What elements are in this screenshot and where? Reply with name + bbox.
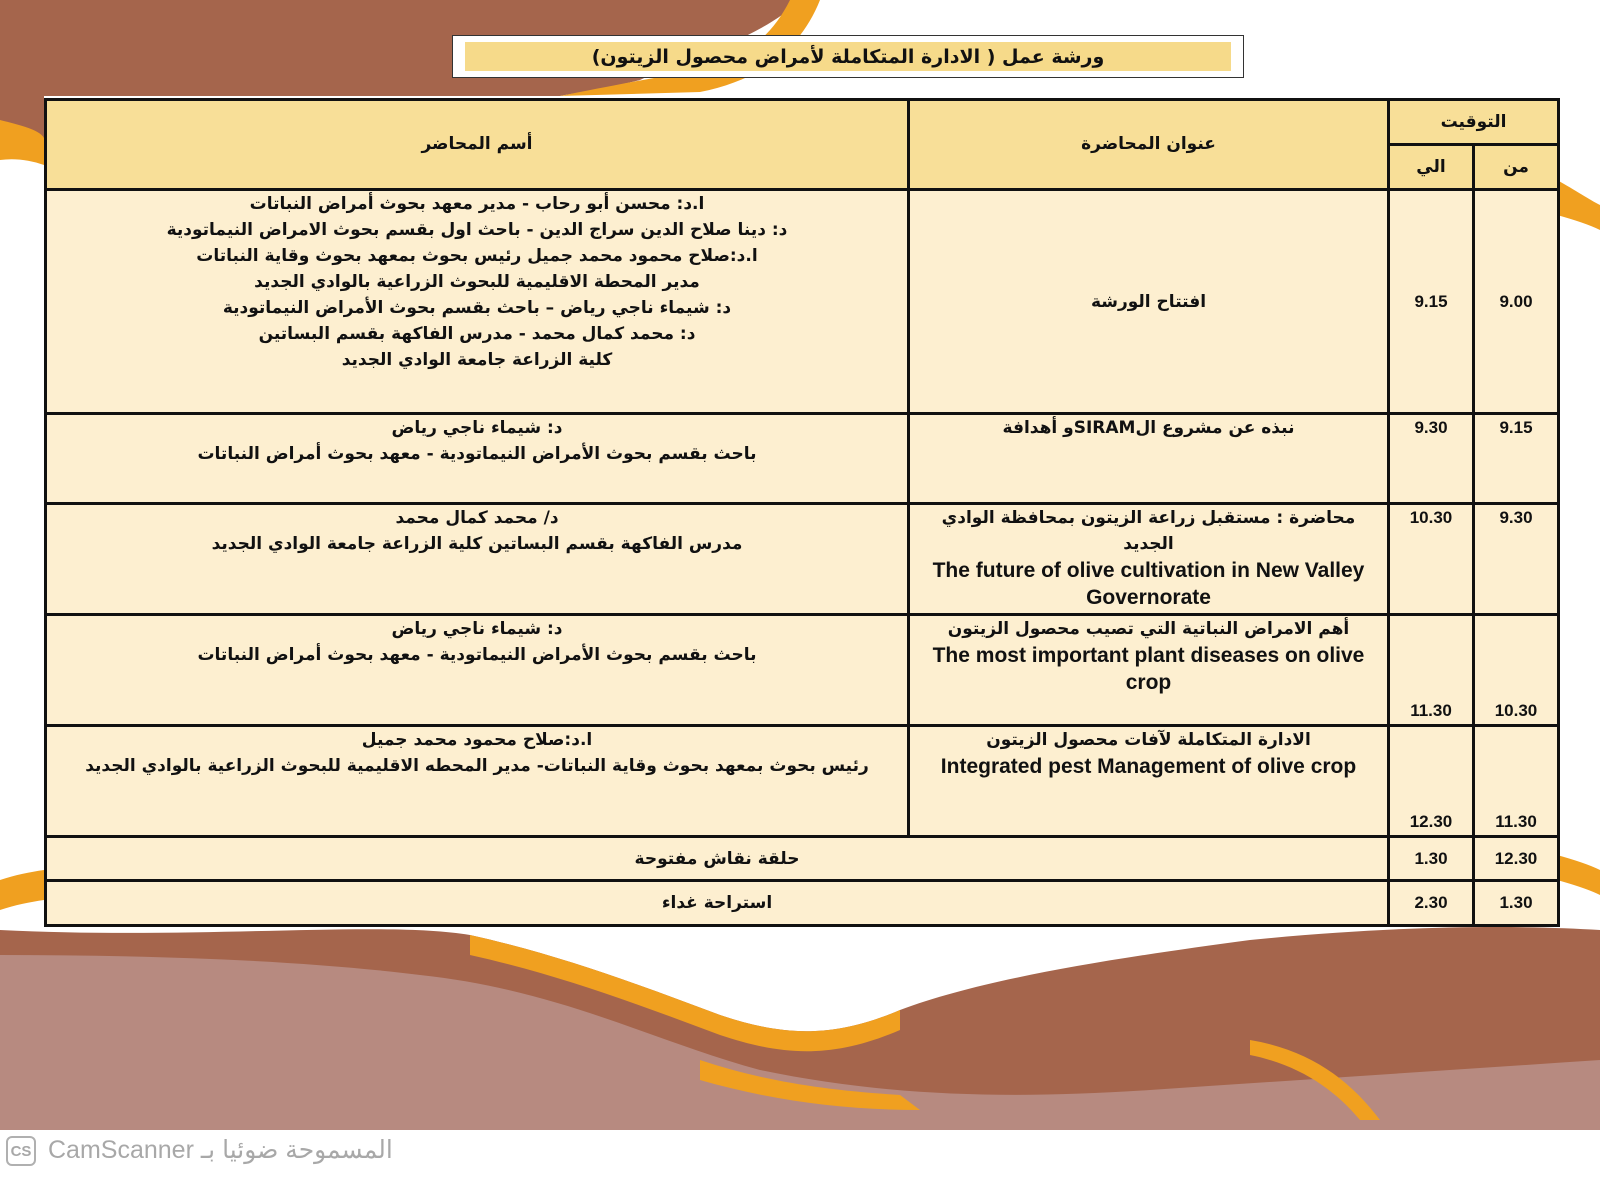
time-to: 11.30 (1389, 614, 1474, 725)
topic-ar: أهم الامراض النباتية التي تصيب محصول الزيتون (947, 618, 1350, 639)
speaker-cell (46, 414, 909, 504)
time-to: 12.30 (1389, 725, 1474, 836)
table-row (46, 189, 1559, 413)
speaker-line: د: محمد كمال محمد - مدرس الفاكهة بقسم البساتين (258, 323, 696, 344)
topic-cell (909, 414, 1389, 504)
speaker-line: باحث بقسم بحوث الأمراض النيماتودية - معهد بحوث أمراض النباتات (197, 444, 757, 465)
schedule-table (44, 98, 1560, 927)
time-to: 1.30 (1389, 836, 1474, 880)
topic-ar: افتتاح الورشة (1090, 291, 1207, 312)
camscanner-logo-icon: CS (6, 1136, 36, 1166)
topic-ar: نبذه عن مشروع الSIRAMو أهدافة (1002, 418, 1295, 439)
speaker-cell (46, 189, 909, 413)
topic-cell (909, 725, 1389, 836)
table-row (46, 504, 1559, 614)
time-from: 9.30 (1474, 504, 1559, 614)
time-from: 9.00 (1474, 189, 1559, 413)
speaker-cell (46, 504, 909, 614)
time-from: 9.15 (1474, 414, 1559, 504)
speaker-line: ا.د: محسن أبو رحاب - مدير معهد بحوث أمراض النباتات (249, 193, 705, 214)
header-topic: عنوان المحاضرة (909, 100, 1389, 190)
break-label: استراحة غداء (46, 881, 1389, 926)
camscanner-watermark: CamScanner المسموحة ضوئيا بـ (48, 1136, 393, 1164)
topic-cell (909, 614, 1389, 725)
speaker-line: باحث بقسم بحوث الأمراض النيماتودية - معهد بحوث أمراض النباتات (197, 644, 757, 665)
speaker-line: مدرس الفاكهة بقسم البساتين كلية الزراعة جامعة الوادي الجديد (211, 534, 743, 555)
speaker-line: رئيس بحوث بمعهد بحوث وقاية النباتات- مدير المحطه الاقليمية للبحوث الزراعية بالوادي الجديد (85, 755, 869, 776)
speaker-line: مدير المحطة الاقليمية للبحوث الزراعية بالوادي الجديد (254, 271, 700, 292)
table-row (46, 725, 1559, 836)
table-row (46, 614, 1559, 725)
speaker-line: د: شيماء ناجي رياض – باحث بقسم بحوث الأمراض النيماتودية (222, 297, 732, 318)
workshop-title: ورشة عمل ( الادارة المتكاملة لأمراض محصول الزيتون) (465, 42, 1231, 71)
time-from: 10.30 (1474, 614, 1559, 725)
topic-ar: الادارة المتكاملة لآفات محصول الزيتون (986, 729, 1311, 750)
speaker-line: د: شيماء ناجي رياض (391, 618, 563, 639)
time-from: 1.30 (1474, 881, 1559, 926)
time-from: 12.30 (1474, 836, 1559, 880)
time-to: 2.30 (1389, 881, 1474, 926)
speaker-cell (46, 614, 909, 725)
speaker-line: ا.د:صلاح محمود محمد جميل (361, 729, 593, 750)
table-row (46, 414, 1559, 504)
break-row (46, 836, 1559, 880)
topic-en: The most important plant diseases on olive crop (932, 643, 1365, 694)
title-box (452, 35, 1244, 78)
speaker-line: د/ محمد كمال محمد (395, 508, 559, 529)
topic-cell (909, 504, 1389, 614)
topic-en: The future of olive cultivation in New Valley Governorate (932, 559, 1365, 610)
topic-ar: محاضرة : مستقبل زراعة الزيتون بمحافظة الوادي الجديد (941, 508, 1356, 555)
speaker-line: ا.د:صلاح محمود محمد جميل رئيس بحوث بمعهد بحوث وقاية النباتات (196, 245, 758, 266)
topic-cell (909, 189, 1389, 413)
header-to: الي (1389, 145, 1474, 189)
speaker-cell (46, 725, 909, 836)
header-from: من (1474, 145, 1559, 189)
header-speaker: أسم المحاضر (46, 100, 909, 190)
break-row (46, 881, 1559, 926)
speaker-line: د: دينا صلاح الدين سراج الدين - باحث اول بقسم بحوث الامراض النيماتودية (166, 219, 788, 240)
time-to: 9.30 (1389, 414, 1474, 504)
speaker-line: كلية الزراعة جامعة الوادي الجديد (341, 349, 613, 370)
break-label: حلقة نقاش مفتوحة (46, 836, 1389, 880)
time-from: 11.30 (1474, 725, 1559, 836)
header-timing: التوقيت (1389, 100, 1559, 145)
speaker-line: د: شيماء ناجي رياض (391, 418, 563, 439)
topic-en: Integrated pest Management of olive crop (940, 754, 1357, 778)
time-to: 10.30 (1389, 504, 1474, 614)
time-to: 9.15 (1389, 189, 1474, 413)
